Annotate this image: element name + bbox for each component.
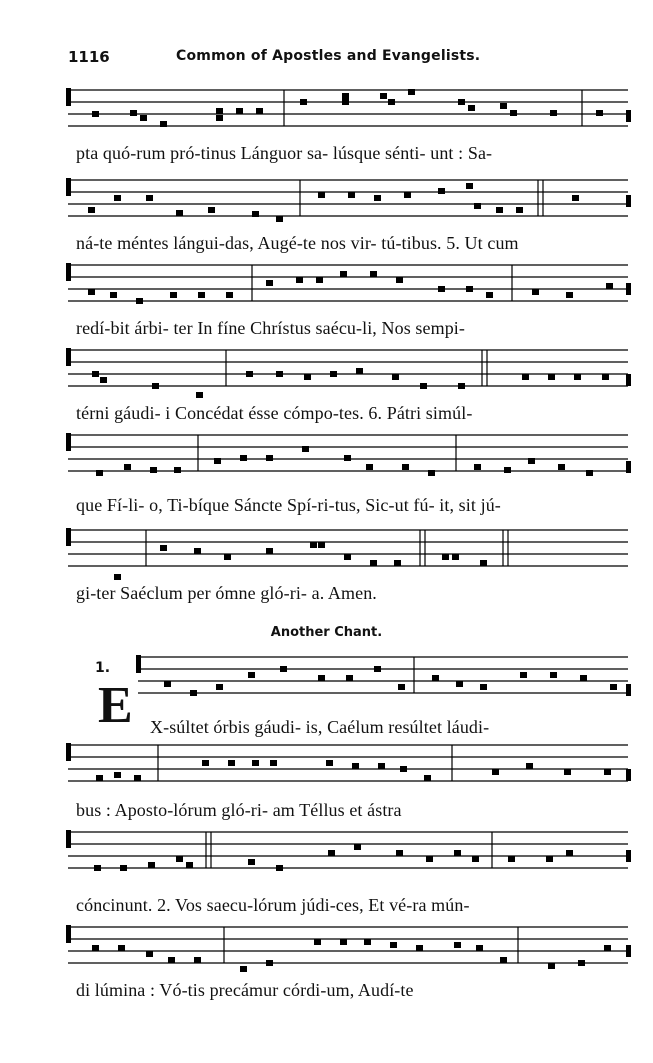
neumes — [66, 925, 631, 972]
neumes — [66, 830, 631, 871]
running-title: Common of Apostles and Evangelists. — [176, 48, 481, 64]
neumes — [66, 433, 631, 476]
lyric-line: térni gáudi- i Concédat ésse cómpo-tes. 6. Pátri simúl- — [76, 403, 473, 423]
chant-staff — [0, 433, 653, 488]
verse-number: 1. — [95, 660, 111, 676]
section-title: Another Chant. — [270, 625, 383, 640]
lyric-line: pta quó-rum pró-tinus Lánguor sa- lúsque sénti- unt : Sa- — [76, 143, 493, 163]
lyric-line: di lúmina : Vó-tis precámur córdi-um, Audí-te — [76, 980, 414, 1000]
chant-staff — [0, 528, 653, 583]
lyric-line: ná-te méntes lángui-das, Augé-te nos vir- tú-tibus. 5. Ut cum — [76, 233, 519, 253]
lyric-line: que Fí-li- o, Ti-bíque Sáncte Spí-ri-tus, Sic-ut fú- it, sit jú- — [76, 495, 501, 515]
lyric-line: bus : Aposto-lórum gló-ri- am Téllus et ástra — [76, 800, 402, 820]
neumes — [136, 655, 631, 696]
chant-staff — [0, 348, 653, 403]
page-number: 1116 — [68, 48, 110, 66]
neumes — [66, 178, 631, 222]
drop-cap: E — [98, 677, 133, 734]
chant-staff — [0, 178, 653, 233]
neumes — [66, 348, 631, 398]
chant-staff — [0, 263, 653, 318]
neumes — [66, 263, 631, 304]
neumes — [66, 88, 631, 127]
lyric-line: X-súltet órbis gáudi- is, Caélum resúltet láudi- — [150, 717, 490, 737]
lyric-line: cóncinunt. 2. Vos saecu-lórum júdi-ces, Et vé-ra mún- — [76, 895, 470, 915]
neumes — [66, 743, 631, 781]
lyric-line: gi-ter Saéclum per ómne gló-ri- a. Amen. — [76, 583, 377, 603]
chant-staff — [0, 743, 653, 798]
chant-staff — [0, 88, 653, 143]
chant-staff — [0, 655, 653, 710]
chant-staff — [0, 925, 653, 980]
chant-staff — [0, 830, 653, 885]
lyric-line: redí-bit árbi- ter In fíne Chrístus saécu-li, Nos sempi- — [76, 318, 465, 338]
page-header — [68, 48, 628, 72]
